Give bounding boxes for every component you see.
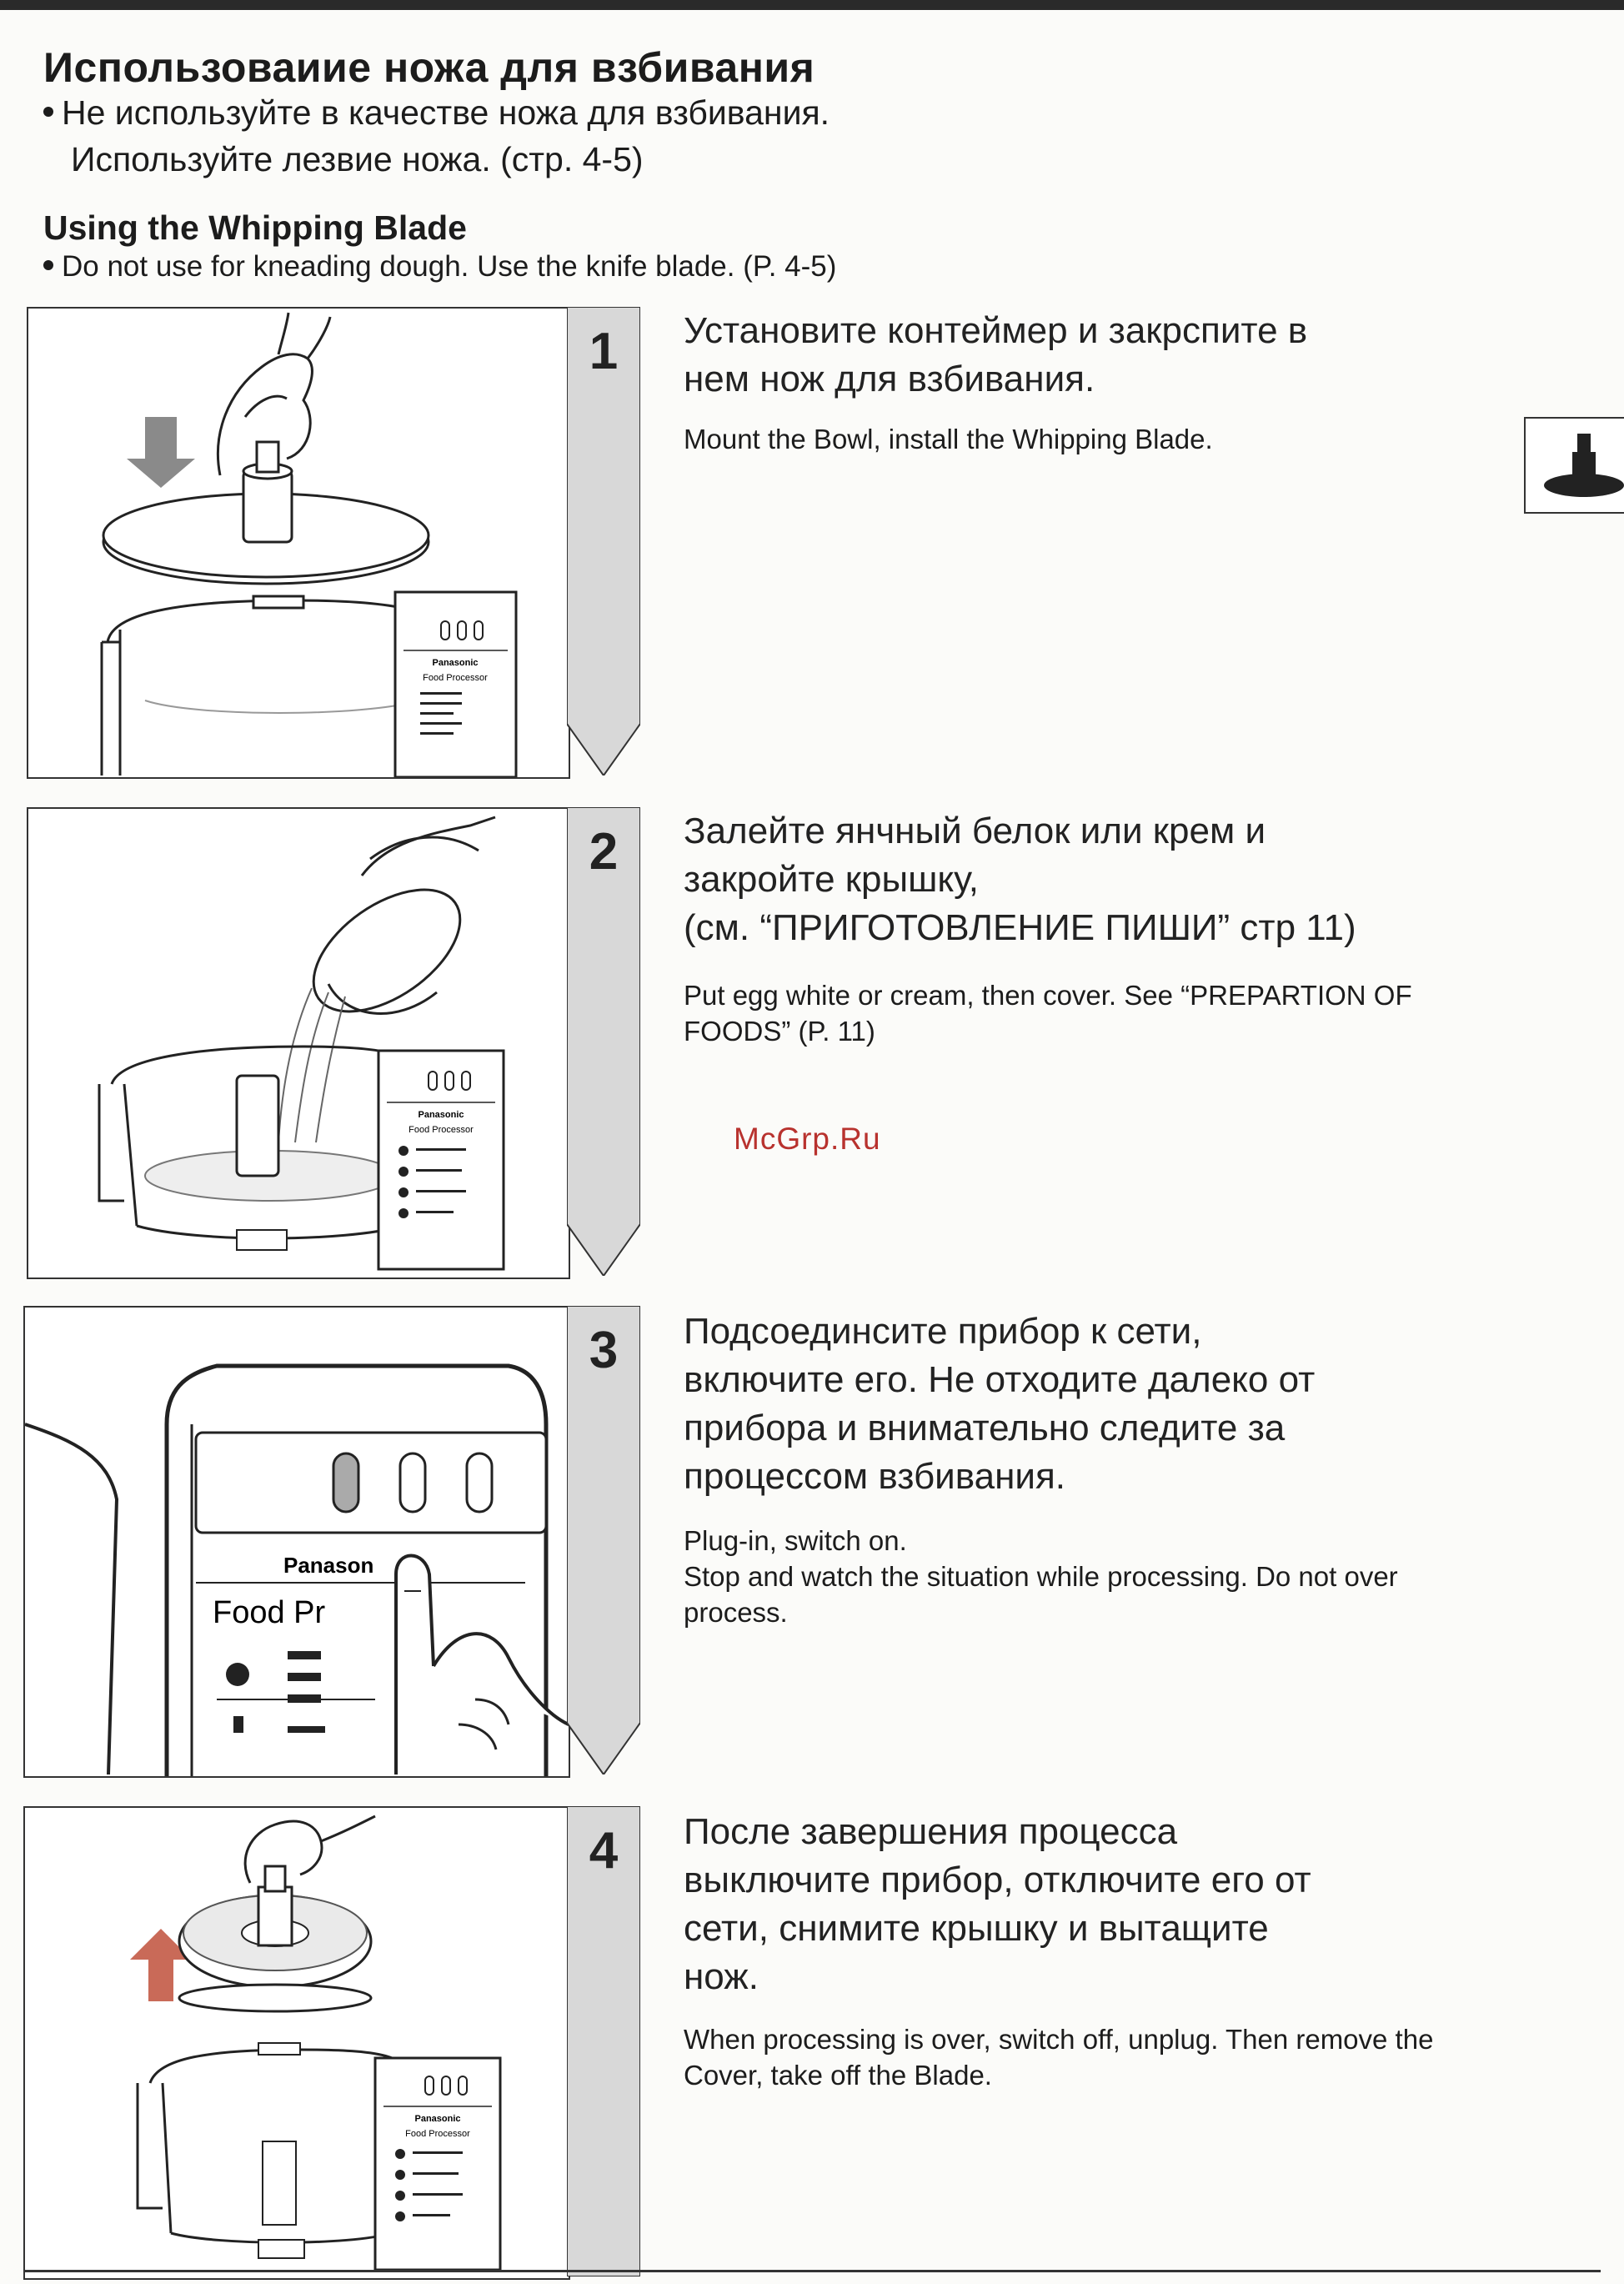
bullet-icon: [43, 107, 53, 117]
brand-label: Panasonic: [414, 2114, 461, 2124]
step-2-illustration: [27, 807, 570, 1279]
section-title-en: Using the Whipping Blade: [43, 208, 467, 247]
bottom-border: [25, 2270, 1601, 2272]
step-3-text-ru: Подсоединсите прибор к сети, включите его. Не отходите далеко от прибора и внимательно следите за процессом взбивания.: [684, 1311, 1316, 1497]
step-2-text-en: Put egg white or cream, then cover. See “PREPARTION OF FOODS” (P. 11): [684, 980, 1412, 1047]
product-label: Food Processor: [405, 2129, 470, 2139]
step-1-illustration: [27, 307, 570, 779]
product-label: Food Processor: [423, 673, 488, 683]
bullet-icon: [43, 260, 53, 270]
brand-label: Panasonic: [418, 1110, 464, 1120]
step-3-text-en: Plug-in, switch on. Stop and watch the situation while processing. Do not over process.: [684, 1525, 1398, 1628]
step-number: 3: [589, 1322, 619, 1379]
step-number: 2: [589, 823, 619, 881]
section-tab: [1524, 417, 1624, 514]
brand-label: Panasonic: [432, 658, 479, 668]
step-1-text-ru: Установите контеймер и закрспите в нем нож для взбивания.: [684, 310, 1308, 399]
step-number: 4: [589, 1822, 619, 1880]
step-1-ribbon: [567, 307, 640, 776]
top-border: [0, 0, 1624, 10]
step-4-ribbon: [567, 1806, 640, 2276]
step-4-text-en: When processing is over, switch off, unplug. Then remove the Cover, take off the Blade.: [684, 2024, 1434, 2091]
product-label: Food Processor: [409, 1125, 474, 1135]
step-3-ribbon: [567, 1306, 640, 1774]
step-4-illustration: [23, 1806, 570, 2280]
step-1-text-en: Mount the Bowl, install the Whipping Blade.: [684, 424, 1213, 454]
step-4-text-ru: После завершения процесса выключите прибор, отключите его от сети, снимите крышку и вытащите нож.: [684, 1811, 1311, 1997]
step-3-illustration: [23, 1306, 570, 1778]
product-closeup-label: Food Pr: [213, 1595, 326, 1630]
section-title-ru: Использоваиие ножа для взбивания: [43, 44, 815, 91]
step-2-ribbon: [567, 807, 640, 1276]
step-number: 1: [589, 323, 619, 380]
note-ru-line2: Используйте лезвие ножа. (стр. 4-5): [71, 140, 644, 178]
note-ru-line1: Не используйте в качестве ножа для взбивания.: [43, 93, 830, 133]
note-en: Do not use for kneading dough. Use the knife blade. (P. 4-5): [43, 250, 836, 284]
watermark: McGrp.Ru: [734, 1122, 881, 1156]
step-2-text-ru: Залейте янчный белок или крем и закройте крышку, (см. “ПРИГОТОВЛЕНИЕ ПИШИ” стр 11): [684, 811, 1356, 948]
brand-closeup-label: Panason: [283, 1553, 374, 1578]
whipping-blade-icon: [1544, 434, 1624, 497]
arrow-down-icon: [127, 417, 195, 488]
